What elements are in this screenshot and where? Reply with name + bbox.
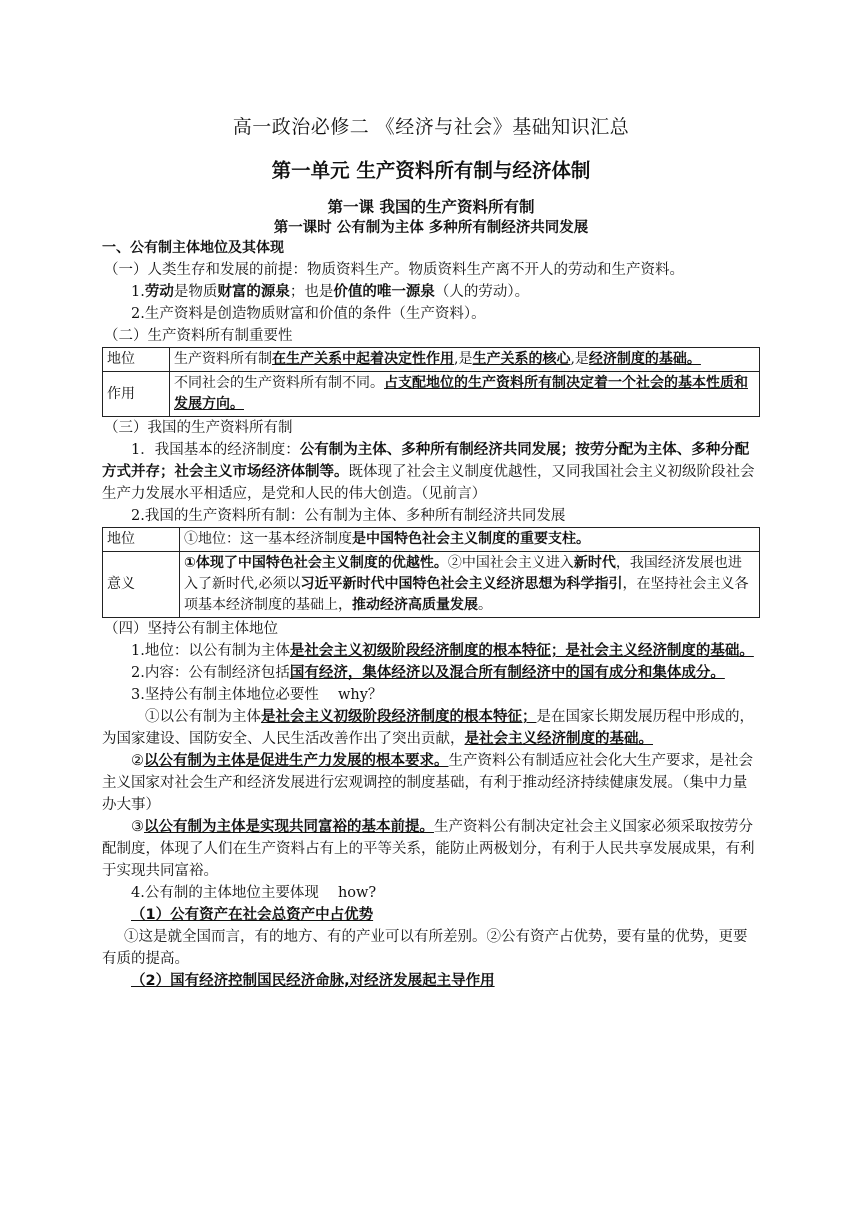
subsection-title: （一）人类生存和发展的前提：物质资料生产。物质资料生产离不开人的劳动和生产资料。: [104, 262, 684, 278]
table-cell-label: 地位: [103, 528, 180, 552]
ownership-importance-table: [102, 347, 760, 417]
table-row: [103, 528, 760, 552]
paragraph: 3.坚持公有制主体地位必要性 why？: [131, 687, 383, 703]
section-title: 一、公有制主体地位及其体现: [102, 240, 284, 256]
heading-point-2: （2）国有经济控制国民经济命脉,对经济发展起主导作用: [131, 973, 495, 989]
paragraph: 2.我国的生产资料所有制：公有制为主体、多种所有制经济共同发展: [131, 508, 566, 524]
table-cell-label: 作用: [103, 372, 170, 417]
paragraph: 2.生产资料是创造物质财富和价值的条件（生产资料）。: [131, 306, 486, 322]
period-title: 第一课时 公有制为主体 多种所有制经济共同发展: [273, 220, 589, 236]
paragraph: 2.内容：公有制经济包括国有经济，集体经济以及混合所有制经济中的国有成分和集体成分。: [131, 665, 725, 681]
paragraph: 1．我国基本的经济制度：公有制为主体、多种所有制经济共同发展；按劳分配为主体、多种分配方式并存；社会主义市场经济体制等。既体现了社会主义制度优越性，又同我国社会主义初级阶段社会生产力发展水平相适应，是党和人民的伟大创造。（见前言）: [102, 442, 755, 502]
paragraph: ②以公有制为主体是促进生产力发展的根本要求。生产资料公有制适应社会化大生产要求，是社会主义国家对社会生产和经济发展进行宏观调控的制度基础，有利于推动经济持续健康发展。（集中力量办大事）: [102, 753, 753, 813]
subsection-title: （四）坚持公有制主体地位: [104, 621, 278, 637]
lesson-title: 第一课 我国的生产资料所有制: [327, 198, 535, 216]
subsection-title: （二）生产资料所有制重要性: [104, 328, 293, 344]
document-title: 高一政治必修二 《经济与社会》基础知识汇总: [232, 116, 630, 138]
table-row: [103, 348, 760, 372]
table-cell: 不同社会的生产资料所有制不同。占支配地位的生产资料所有制决定着一个社会的基本性质和发展方向。: [170, 372, 760, 417]
unit-title: 第一单元 生产资料所有制与经济体制: [271, 159, 591, 182]
paragraph: ①以公有制为主体是社会主义初级阶段经济制度的根本特征；是在国家长期发展历程中形成的，为国家建设、国防安全、人民生活改善作出了突出贡献，是社会主义经济制度的基础。: [102, 709, 754, 747]
heading-point-1: （1）公有资产在社会总资产中占优势: [131, 907, 374, 923]
table-cell-label: 意义: [103, 552, 180, 618]
paragraph: 1.劳动是物质财富的源泉；也是价值的唯一源泉（人的劳动）。: [131, 284, 530, 300]
paragraph: 1.地位：以公有制为主体是社会主义初级阶段经济制度的根本特征；是社会主义经济制度的基础。: [131, 643, 754, 659]
table-row: [103, 372, 760, 417]
table-cell-label: 地位: [103, 348, 170, 372]
paragraph: ③以公有制为主体是实现共同富裕的基本前提。生产资料公有制决定社会主义国家必须采取按劳分配制度，体现了人们在生产资料占有上的平等关系，能防止两极划分，有利于人民共享发展成果，有利于实现共同富裕。: [102, 819, 755, 879]
document-page: [102, 112, 760, 992]
paragraph: ①这是就全国而言，有的地方、有的产业可以有所差别。②公有资产占优势，要有量的优势，更要有质的提高。: [102, 929, 748, 967]
table-cell: ①体现了中国特色社会主义制度的优越性。②中国社会主义进入新时代，我国经济发展也进入了新时代,必须以习近平新时代中国特色社会主义经济思想为科学指引，在坚持社会主义各项基本经济制度的基础上，推动经济高质量发展。: [180, 552, 760, 618]
ownership-system-table: [102, 527, 760, 618]
paragraph: 4.公有制的主体地位主要体现 how?: [131, 885, 377, 901]
table-row: [103, 552, 760, 618]
table-cell: ①地位：这一基本经济制度是中国特色社会主义制度的重要支柱。: [180, 528, 760, 552]
subsection-title: （三）我国的生产资料所有制: [104, 420, 293, 436]
table-cell: 生产资料所有制在生产关系中起着决定性作用,是生产关系的核心,是经济制度的基础。: [170, 348, 760, 372]
